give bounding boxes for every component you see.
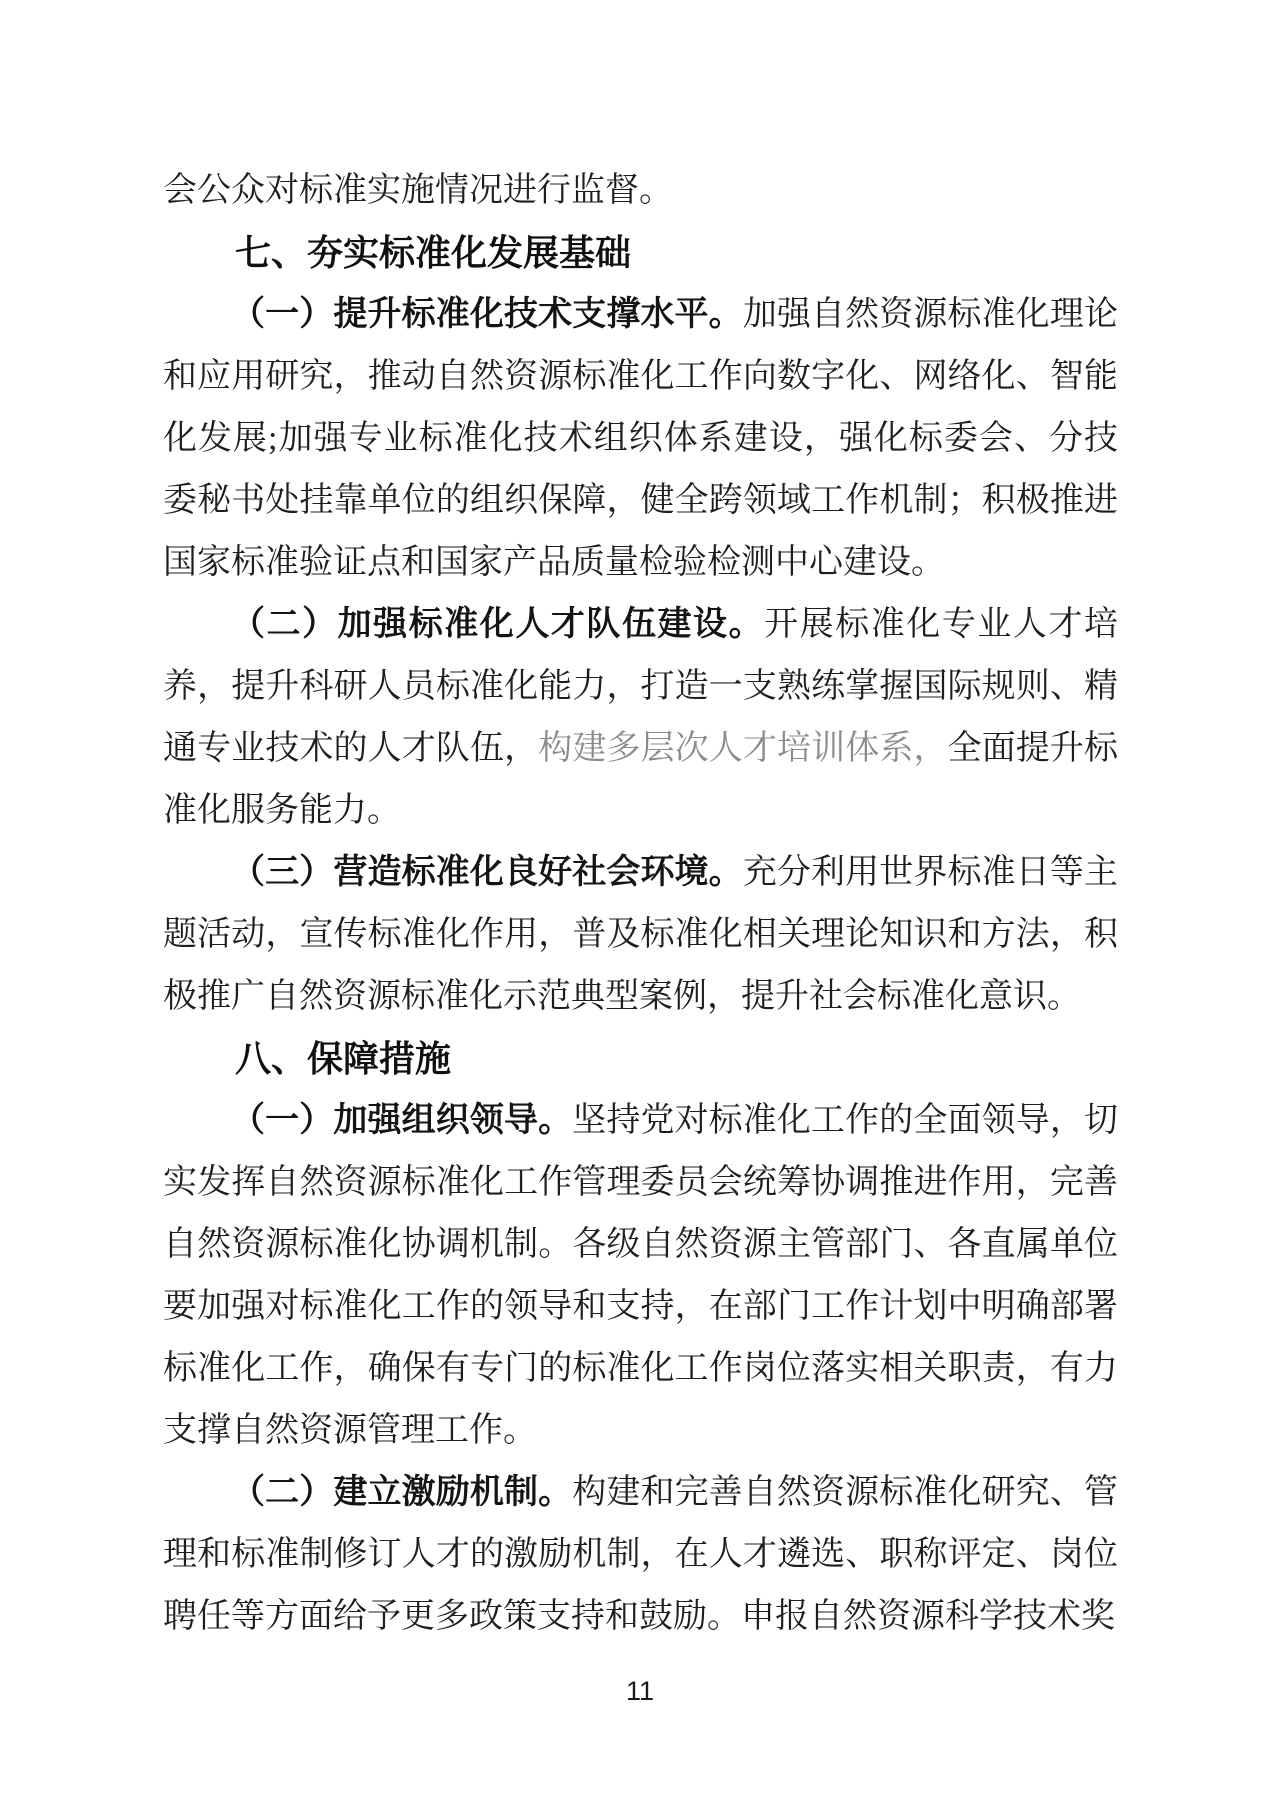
paragraph-text: 加强自然资源标准化理论和应用研究，推动自然资源标准化工作向数字化、网络化、智能化发展;加强专业标准化技术组织体系建设，强化标委会、分技委秘书处挂靠单位的组织保障，健全跨领域工作机制；积极推进国家标准验证点和国家产品质量检验检测中心建设。 — [163, 296, 1119, 581]
paragraph-text: 构建和完善自然资源标准化研究、管理和标准制修订人才的激励机制，在人才遴选、职称评定、岗位聘任等方面给予更多政策支持和鼓励。申报自然资源科学技术奖 — [163, 1474, 1119, 1635]
page-number: 11 — [625, 1676, 655, 1706]
paragraph-text: 会公众对标准实施情况进行监督。 — [163, 172, 673, 209]
paragraph-lead: （一）提升标准化技术支撑水平。 — [231, 296, 743, 333]
paragraph-lead: （二）建立激励机制。 — [231, 1474, 573, 1511]
paragraph-continuation — [163, 160, 1118, 222]
paragraph-7-1 — [163, 284, 1118, 594]
paragraph-7-2 — [163, 594, 1118, 842]
paragraph-text: 开展标准化专业人才培养，提升科研人员标准化能力，打造一支熟练掌握国际规则、精通专业技术的人才队伍， — [163, 606, 1118, 767]
paragraph-text: 坚持党对标准化工作的全面领导，切实发挥自然资源标准化工作管理委员会统筹协调推进作用，完善自然资源标准化协调机制。各级自然资源主管部门、各直属单位要加强对标准化工作的领导和支持，在部门工作计划中明确部署标准化工作，确保有专门的标准化工作岗位落实相关职责，有力支撑自然资源管理工作。 — [163, 1102, 1119, 1449]
document-body — [163, 160, 1118, 1648]
section-heading-8: 八、保障措施 — [235, 1038, 452, 1079]
paragraph-8-1 — [163, 1090, 1118, 1462]
paragraph-text: 充分利用世界标准日等主题活动，宣传标准化作用，普及标准化相关理论知识和方法，积极推广自然资源标准化示范典型案例，提升社会标准化意识。 — [163, 854, 1119, 1015]
paragraph-lead: （三）营造标准化良好社会环境。 — [231, 854, 743, 891]
section-heading-7: 七、夯实标准化发展基础 — [235, 232, 632, 273]
paragraph-text-muted: 构建多层次人才培训体系， — [538, 730, 948, 767]
paragraph-lead: （一）加强组织领导。 — [231, 1102, 573, 1139]
paragraph-7-3 — [163, 842, 1118, 1028]
paragraph-lead: （二）加强标准化人才队伍建设。 — [231, 606, 765, 643]
paragraph-8-2 — [163, 1462, 1118, 1648]
paragraph-text: 全面提升标准化服务能力。 — [163, 730, 1119, 829]
